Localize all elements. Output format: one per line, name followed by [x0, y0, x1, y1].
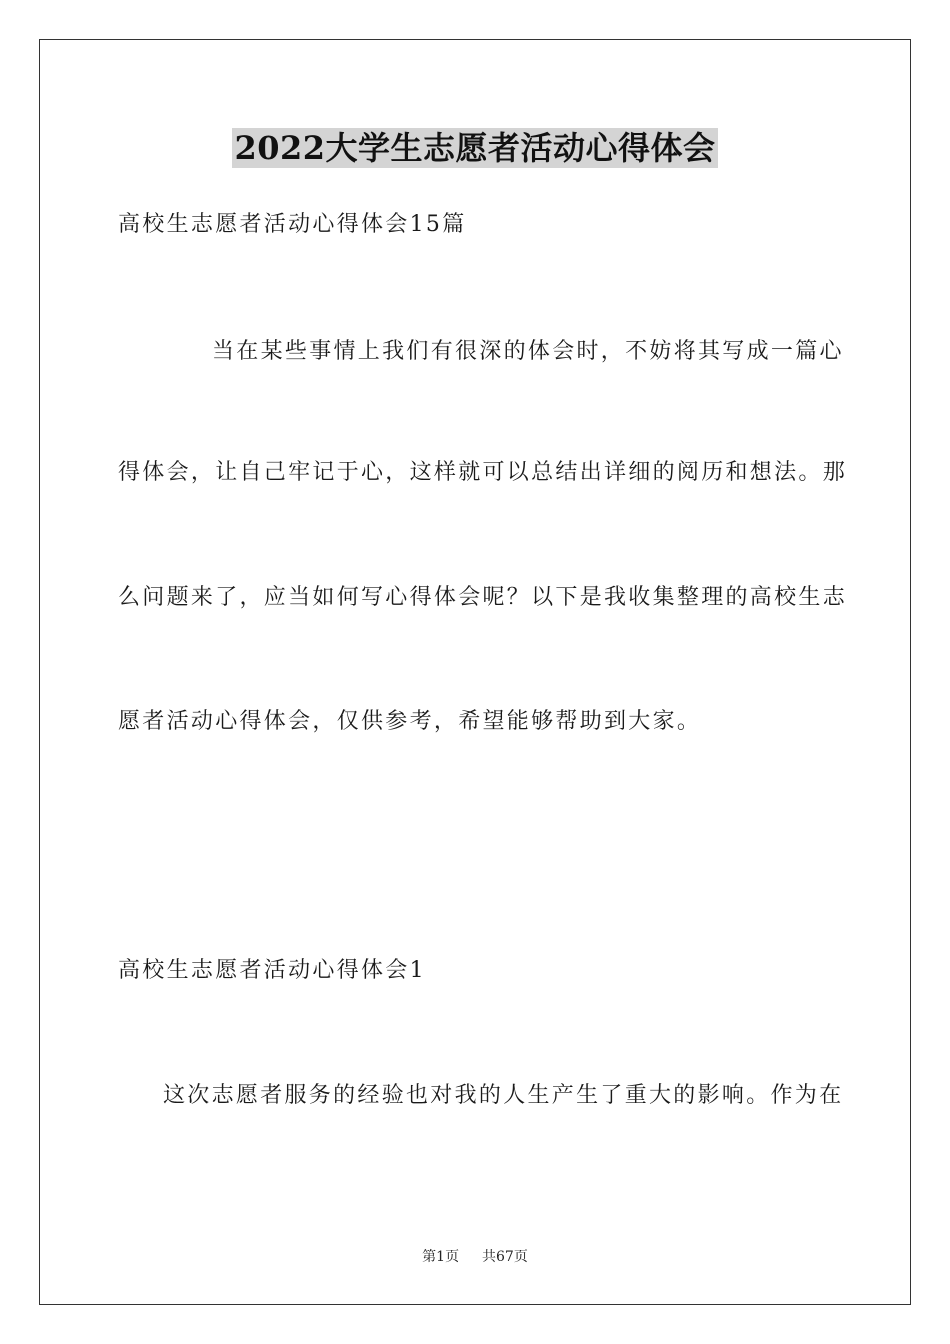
intro-line-3: 么问题来了，应当如何写心得体会呢？以下是我收集整理的高校生志: [118, 585, 848, 610]
document-subtitle: 高校生志愿者活动心得体会15篇: [118, 212, 467, 237]
intro-line-2: 得体会，让自己牢记于心，这样就可以总结出详细的阅历和想法。那: [118, 460, 848, 485]
page-number: 第1页: [422, 1249, 460, 1265]
intro-line-4: 愿者活动心得体会，仅供参考，希望能够帮助到大家。: [118, 709, 702, 734]
section-first-line: 这次志愿者服务的经验也对我的人生产生了重大的影响。作为在: [163, 1083, 844, 1108]
intro-line-1: 当在某些事情上我们有很深的体会时，不妨将其写成一篇心: [212, 339, 844, 364]
page-total: 共67页: [482, 1249, 528, 1265]
document-title: 2022大学生志愿者活动心得体会: [234, 129, 716, 167]
page-footer: [0, 1248, 950, 1266]
title-container: [0, 128, 950, 168]
section-heading: 高校生志愿者活动心得体会1: [118, 958, 426, 983]
